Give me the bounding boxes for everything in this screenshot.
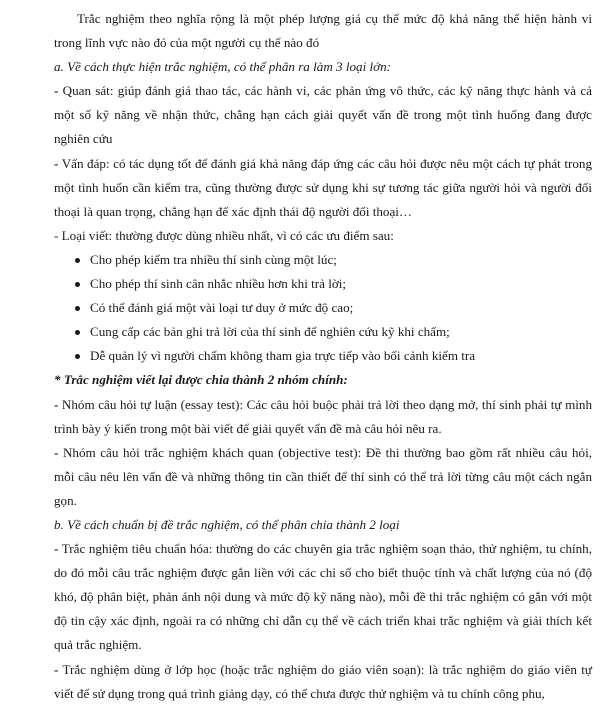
list-item (75, 248, 592, 272)
section-b-item-standardized (54, 537, 592, 657)
dash-marker: - (54, 396, 59, 412)
dash-marker: - (54, 541, 59, 557)
dash-marker: - (54, 227, 59, 243)
dash-marker: - (54, 661, 59, 677)
intro-paragraph: Trắc nghiệm theo nghĩa rộng là một phép lượng giá cụ thể mức độ khả năng thể hiện hành vi trong lĩnh vực nào đó của một người cụ thể nào đó (54, 11, 592, 51)
written-item-objective (54, 441, 592, 513)
item-text: Vấn đáp: có tác dụng tốt để đánh giá khả năng đáp ứng các câu hỏi được nêu một cách tự phát trong một tình huốn cần kiểm tra, cũng thường được sử dụng khi sự tương tác giữa người hỏi và người đối thoại là quan trọng, chẳng hạn để xác định thái độ người đối thoại… (54, 155, 592, 219)
item-text: Trắc nghiệm tiêu chuẩn hóa: thường do các chuyên gia trắc nghiệm soạn thảo, thử nghiệm, tu chính, do đó mỗi câu trắc nghiệm được gắn liền với các chỉ số cho biết thuộc tính và chất lượng của nó (độ khó, độ phân biệt, phản ánh nội dung và mức độ kỹ năng nào), mỗi đề thi trắc nghiệm có gắn với một độ tin cậy xác định, ngoài ra có những chỉ dẫn cụ thể về cách triển khai trắc nghiệm và giải thích kết quả trắc nghiệm. (54, 541, 592, 653)
section-a-item-observation (54, 79, 592, 151)
list-item (75, 320, 592, 344)
item-text: Quan sát: giúp đánh giá thao tác, các hành vi, các phản ứng vô thức, các kỹ năng thực hành và cả một số kỹ năng về nhận thức, chẳng hạn cách giải quyết vấn đề trong một tình huống đang được nghiên cứu (54, 83, 592, 147)
section-b-heading: b. Về cách chuẩn bị đề trắc nghiệm, có thể phân chia thành 2 loại (54, 516, 400, 532)
dash-marker: - (54, 444, 59, 460)
bullet-icon (75, 354, 80, 359)
item-text: Nhóm câu hỏi tự luận (essay test): Các câu hỏi buộc phải trả lời theo dạng mở, thí sinh phải tự mình trình bày ý kiến trong một bài viết để giải quyết vấn đề mà câu hỏi nêu ra. (54, 396, 592, 436)
written-item-essay (54, 393, 592, 441)
bullet-icon (75, 330, 80, 335)
list-item (75, 296, 592, 320)
section-b-item-classroom (54, 658, 592, 706)
list-item-text: Dễ quản lý vì người chấm không tham gia trực tiếp vào bối cảnh kiểm tra (90, 348, 476, 364)
item-text: Nhóm câu hỏi trắc nghiệm khách quan (objective test): Đề thi thường bao gồm rất nhiều câu hỏi, mỗi câu nêu lên vấn đề và những thông tin cần thiết để thí sinh có thể trả lời từng câu một cách ngắn gọn. (54, 444, 592, 508)
list-item (75, 344, 592, 368)
bullet-icon (75, 258, 80, 263)
list-item-text: Cung cấp các bản ghi trả lời của thí sinh để nghiên cứu kỹ khi chấm; (90, 324, 450, 340)
list-item-text: Có thể đánh giá một vài loại tư duy ở mức độ cao; (90, 300, 354, 316)
list-item-text: Cho phép kiểm tra nhiều thí sinh cùng một lúc; (90, 251, 337, 267)
section-a-item-written (54, 224, 592, 248)
list-item-text: Cho phép thí sinh cân nhắc nhiều hơn khi trả lời; (90, 276, 347, 292)
written-test-heading: * Trắc nghiệm viết lại được chia thành 2 nhóm chính: (54, 372, 348, 388)
dash-marker: - (54, 155, 59, 171)
bullet-icon (75, 282, 80, 287)
advantages-list (54, 248, 592, 368)
list-item (75, 272, 592, 296)
item-text: Loại viết: thường được dùng nhiều nhất, vì có các ưu điểm sau: (58, 227, 394, 243)
bullet-icon (75, 306, 80, 311)
dash-marker: - (54, 83, 59, 99)
document-page (54, 7, 592, 706)
item-text: Trắc nghiệm dùng ở lớp học (hoặc trắc nghiệm do giáo viên soạn): là trắc nghiệm do giáo viên tự viết để sử dụng trong quá trình giảng dạy, có thể chưa được thử nghiệm và tu chính công phu, (54, 661, 592, 701)
section-a-item-oral (54, 152, 592, 224)
section-a-heading: a. Về cách thực hiện trắc nghiệm, có thể phân ra làm 3 loại lớn: (54, 59, 392, 75)
